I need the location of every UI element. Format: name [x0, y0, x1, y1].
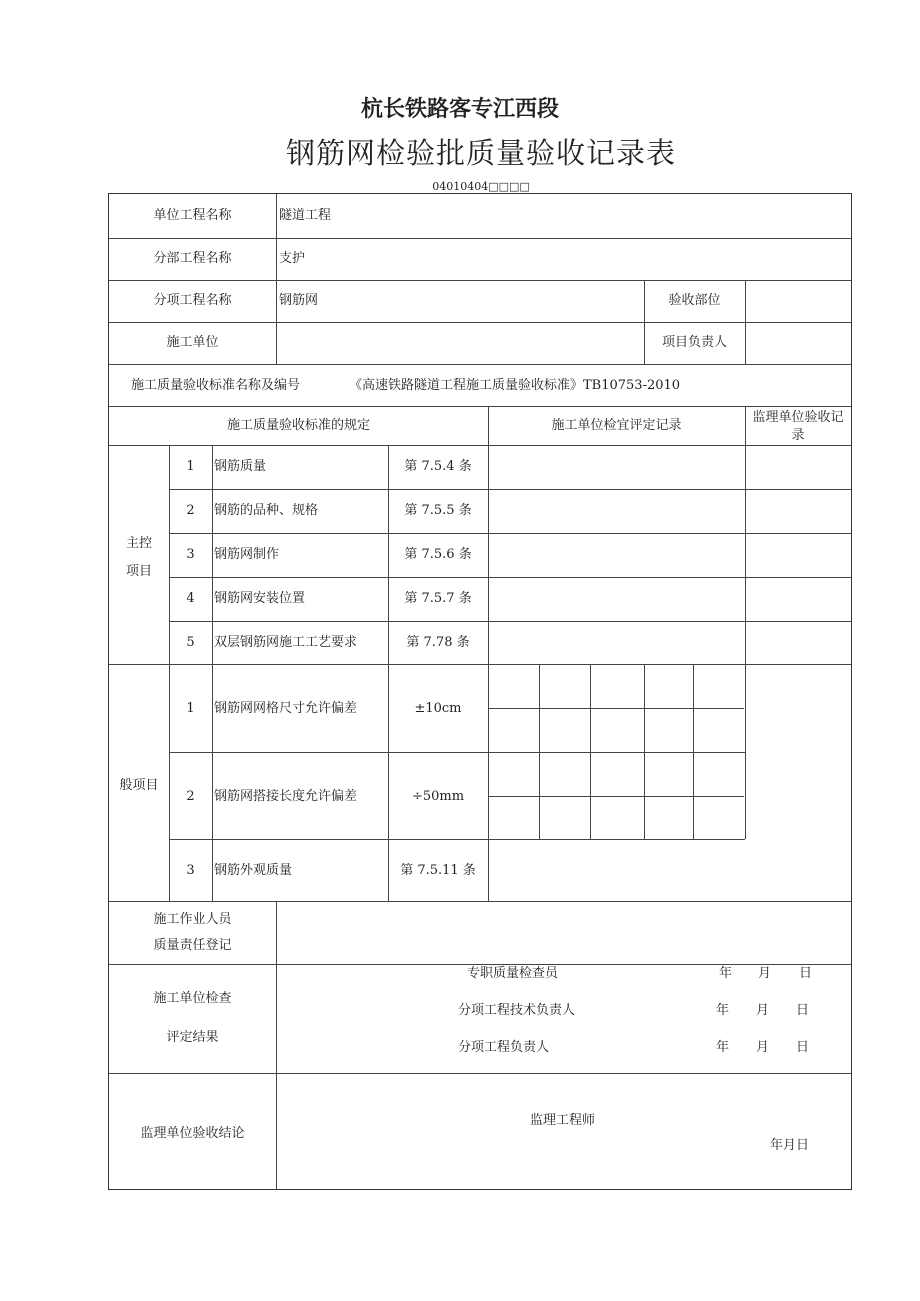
- inspection-result-label-line2: 评定结果: [166, 1030, 219, 1045]
- subitem-label: 分项工程名称: [153, 293, 232, 308]
- signer-day: 日: [799, 966, 813, 981]
- main-item-no: 1: [186, 459, 195, 474]
- main-item-name: 钢筋质量: [214, 459, 267, 474]
- inspection-result-label-line1: 施工单位检查: [153, 991, 232, 1006]
- supervision-conclusion-label: 监理单位验收结论: [140, 1126, 245, 1141]
- main-item-no: 2: [186, 503, 195, 518]
- general-item-no: 1: [186, 701, 195, 716]
- general-item-clause: ±10cm: [414, 701, 462, 716]
- general-item-clause: 第 7.5.11 条: [400, 863, 476, 878]
- signer-year: 年: [716, 1003, 730, 1018]
- form-code: 04010404□□□□: [432, 180, 530, 193]
- main-item-no: 3: [186, 547, 195, 562]
- inspection-column-header: 施工单位检宜评定记录: [551, 418, 682, 433]
- main-item-name: 钢筋网安装位置: [214, 591, 306, 606]
- main-item-clause: 第 7.5.5 条: [404, 503, 472, 518]
- spec-column-header: 施工质量验收标准的规定: [226, 418, 370, 433]
- main-item-clause: 第 7.78 条: [406, 635, 470, 650]
- main-item-no: 5: [186, 635, 195, 650]
- supervision-column-header-line2: 录: [791, 428, 805, 443]
- signer-role: 分项工程技术负责人: [458, 1003, 576, 1018]
- standard-value: 《高速铁路隧道工程施工质量验收标准》TB10753-2010: [349, 378, 681, 393]
- general-group-label: 般项目: [119, 778, 159, 793]
- main-group-label-line1: 主控: [125, 536, 152, 551]
- manager-label: 项目负责人: [661, 335, 727, 350]
- main-item-clause: 第 7.5.7 条: [404, 591, 472, 606]
- main-item-name: 双层钢筋网施工工艺要求: [214, 635, 358, 650]
- main-item-name: 钢筋的品种、规格: [214, 503, 319, 518]
- main-group-label-line2: 项目: [125, 564, 152, 579]
- general-item-no: 3: [186, 863, 195, 878]
- main-item-name: 钢筋网制作: [214, 547, 280, 562]
- project-title: 杭长铁路客专江西段: [360, 97, 559, 122]
- unit-project-value[interactable]: 隧道工程: [279, 208, 332, 223]
- supervision-date: 年月日: [770, 1138, 810, 1153]
- signer-role: 分项工程负责人: [458, 1040, 550, 1055]
- signer-day: 日: [796, 1003, 810, 1018]
- workers-label-line1: 施工作业人员: [153, 912, 232, 927]
- signer-year: 年: [719, 966, 733, 981]
- division-label: 分部工程名称: [153, 251, 232, 266]
- workers-label-line2: 质量责任登记: [153, 938, 232, 953]
- standard-label: 施工质量验收标准名称及编号: [131, 378, 301, 393]
- signer-month: 月: [756, 1040, 770, 1055]
- general-item-name: 钢筋外观质量: [214, 863, 293, 878]
- general-item-name: 钢筋网搭接长度允许偏差: [214, 789, 358, 804]
- form-title: 钢筋网检验批质量验收记录表: [285, 136, 676, 170]
- supervision-column-header-line1: 监理单位验收记: [752, 410, 844, 425]
- subitem-value[interactable]: 钢筋网: [279, 293, 319, 308]
- signer-role: 专职质量检查员: [467, 966, 559, 981]
- main-item-clause: 第 7.5.4 条: [404, 459, 472, 474]
- signer-month: 月: [758, 966, 772, 981]
- unit-project-label: 单位工程名称: [153, 208, 232, 223]
- supervision-engineer: 监理工程师: [530, 1113, 596, 1128]
- constructor-label: 施工单位: [166, 335, 219, 350]
- acceptance-part-label: 验收部位: [668, 293, 721, 308]
- main-item-clause: 第 7.5.6 条: [404, 547, 472, 562]
- general-item-clause: ÷50mm: [411, 789, 465, 804]
- division-value[interactable]: 支护: [279, 251, 306, 266]
- general-item-name: 钢筋网网格尺寸允许偏差: [214, 701, 358, 716]
- signer-year: 年: [716, 1040, 730, 1055]
- general-item-no: 2: [186, 789, 195, 804]
- main-item-no: 4: [186, 591, 195, 606]
- signer-month: 月: [756, 1003, 770, 1018]
- signer-day: 日: [796, 1040, 810, 1055]
- record-table: [108, 193, 852, 1190]
